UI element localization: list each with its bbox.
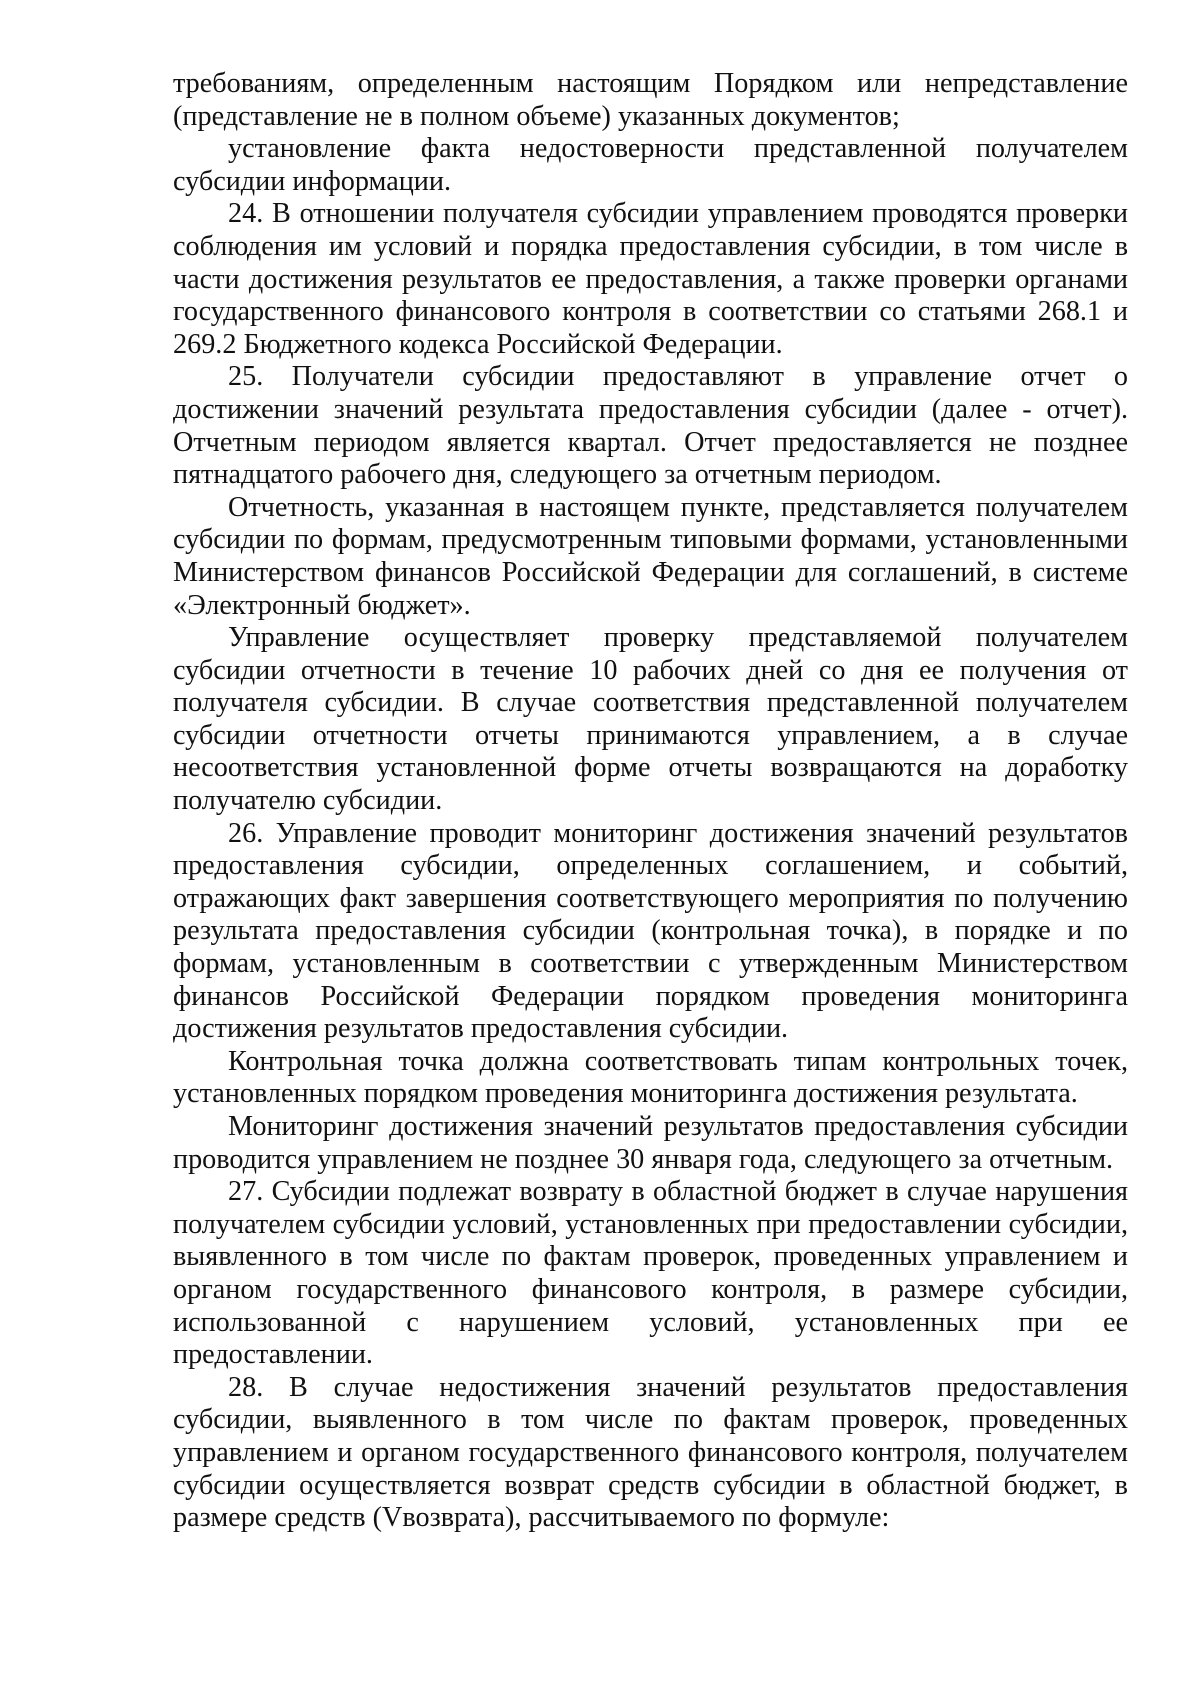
paragraph-25-report: 25. Получатели субсидии предоставляют в управление отчет о достижении значений результата предоставления субсидии (далее - отчет). Отчетным периодом является квартал. Отчет предоставляется не позднее пятнадцатого рабочего дня, следующего за отчетным периодом. (173, 361, 1128, 491)
paragraph-25-report-check: Управление осуществляет проверку представляемой получателем субсидии отчетности в течение 10 рабочих дней со дня ее получения от получателя субсидии. В случае соответствия представленной получателем субсидии отчетности отчеты принимаются управлением, а в случае несоответствия установленной форме отчеты возвращаются на доработку получателю субсидии. (173, 622, 1128, 817)
paragraph-continuation-unreliable-info: установление факта недостоверности представленной получателем субсидии информации. (173, 133, 1128, 197)
paragraph-26-monitoring-deadline: Мониторинг достижения значений результатов предоставления субсидии проводится управлением не позднее 30 января года, следующего за отчетным. (173, 1111, 1128, 1175)
paragraph-27-refund: 27. Субсидии подлежат возврату в областной бюджет в случае нарушения получателем субсидии условий, установленных при предоставлении субсидии, выявленного в том числе по фактам проверок, проведенных управлением и органом государственного финансового контроля, в размере субсидии, использованной с нарушением условий, установленных при ее предоставлении. (173, 1176, 1128, 1371)
paragraph-24-inspections: 24. В отношении получателя субсидии управлением проводятся проверки соблюдения им условий и порядка предоставления субсидии, в том числе в части достижения результатов ее предоставления, а также проверки органами государственного финансового контроля в соответствии со статьями 268.1 и 269.2 Бюджетного кодекса Российской Федерации. (173, 198, 1128, 360)
paragraph-28-refund-formula: 28. В случае недостижения значений результатов предоставления субсидии, выявленного в том числе по фактам проверок, проведенных управлением и органом государственного финансового контроля, получателем субсидии осуществляется возврат средств субсидии в областной бюджет, в размере средств (Vвозврата), рассчитываемого по формуле: (173, 1371, 1128, 1534)
paragraph-26-monitoring: 26. Управление проводит мониторинг достижения значений результатов предоставления субсидии, определенных соглашением, и событий, отражающих факт завершения соответствующего мероприятия по получению результата предоставления субсидии (контрольная точка), в порядке и по формам, установленным в соответствии с утвержденным Министерством финансов Российской Федерации порядком проведения мониторинга достижения результатов предоставления субсидии. (173, 817, 1128, 1045)
paragraph-continuation-requirements: требованиям, определенным настоящим Порядком или непредставление (представление не в полном объеме) указанных документов; (173, 68, 1128, 132)
document-page (173, 68, 1128, 1535)
paragraph-26-control-point: Контрольная точка должна соответствовать типам контрольных точек, установленных порядком проведения мониторинга достижения результата. (173, 1045, 1128, 1110)
paragraph-25-reporting-forms: Отчетность, указанная в настоящем пункте, представляется получателем субсидии по формам, предусмотренным типовыми формами, установленными Министерством финансов Российской Федерации для соглашений, в системе «Электронный бюджет». (173, 491, 1128, 621)
